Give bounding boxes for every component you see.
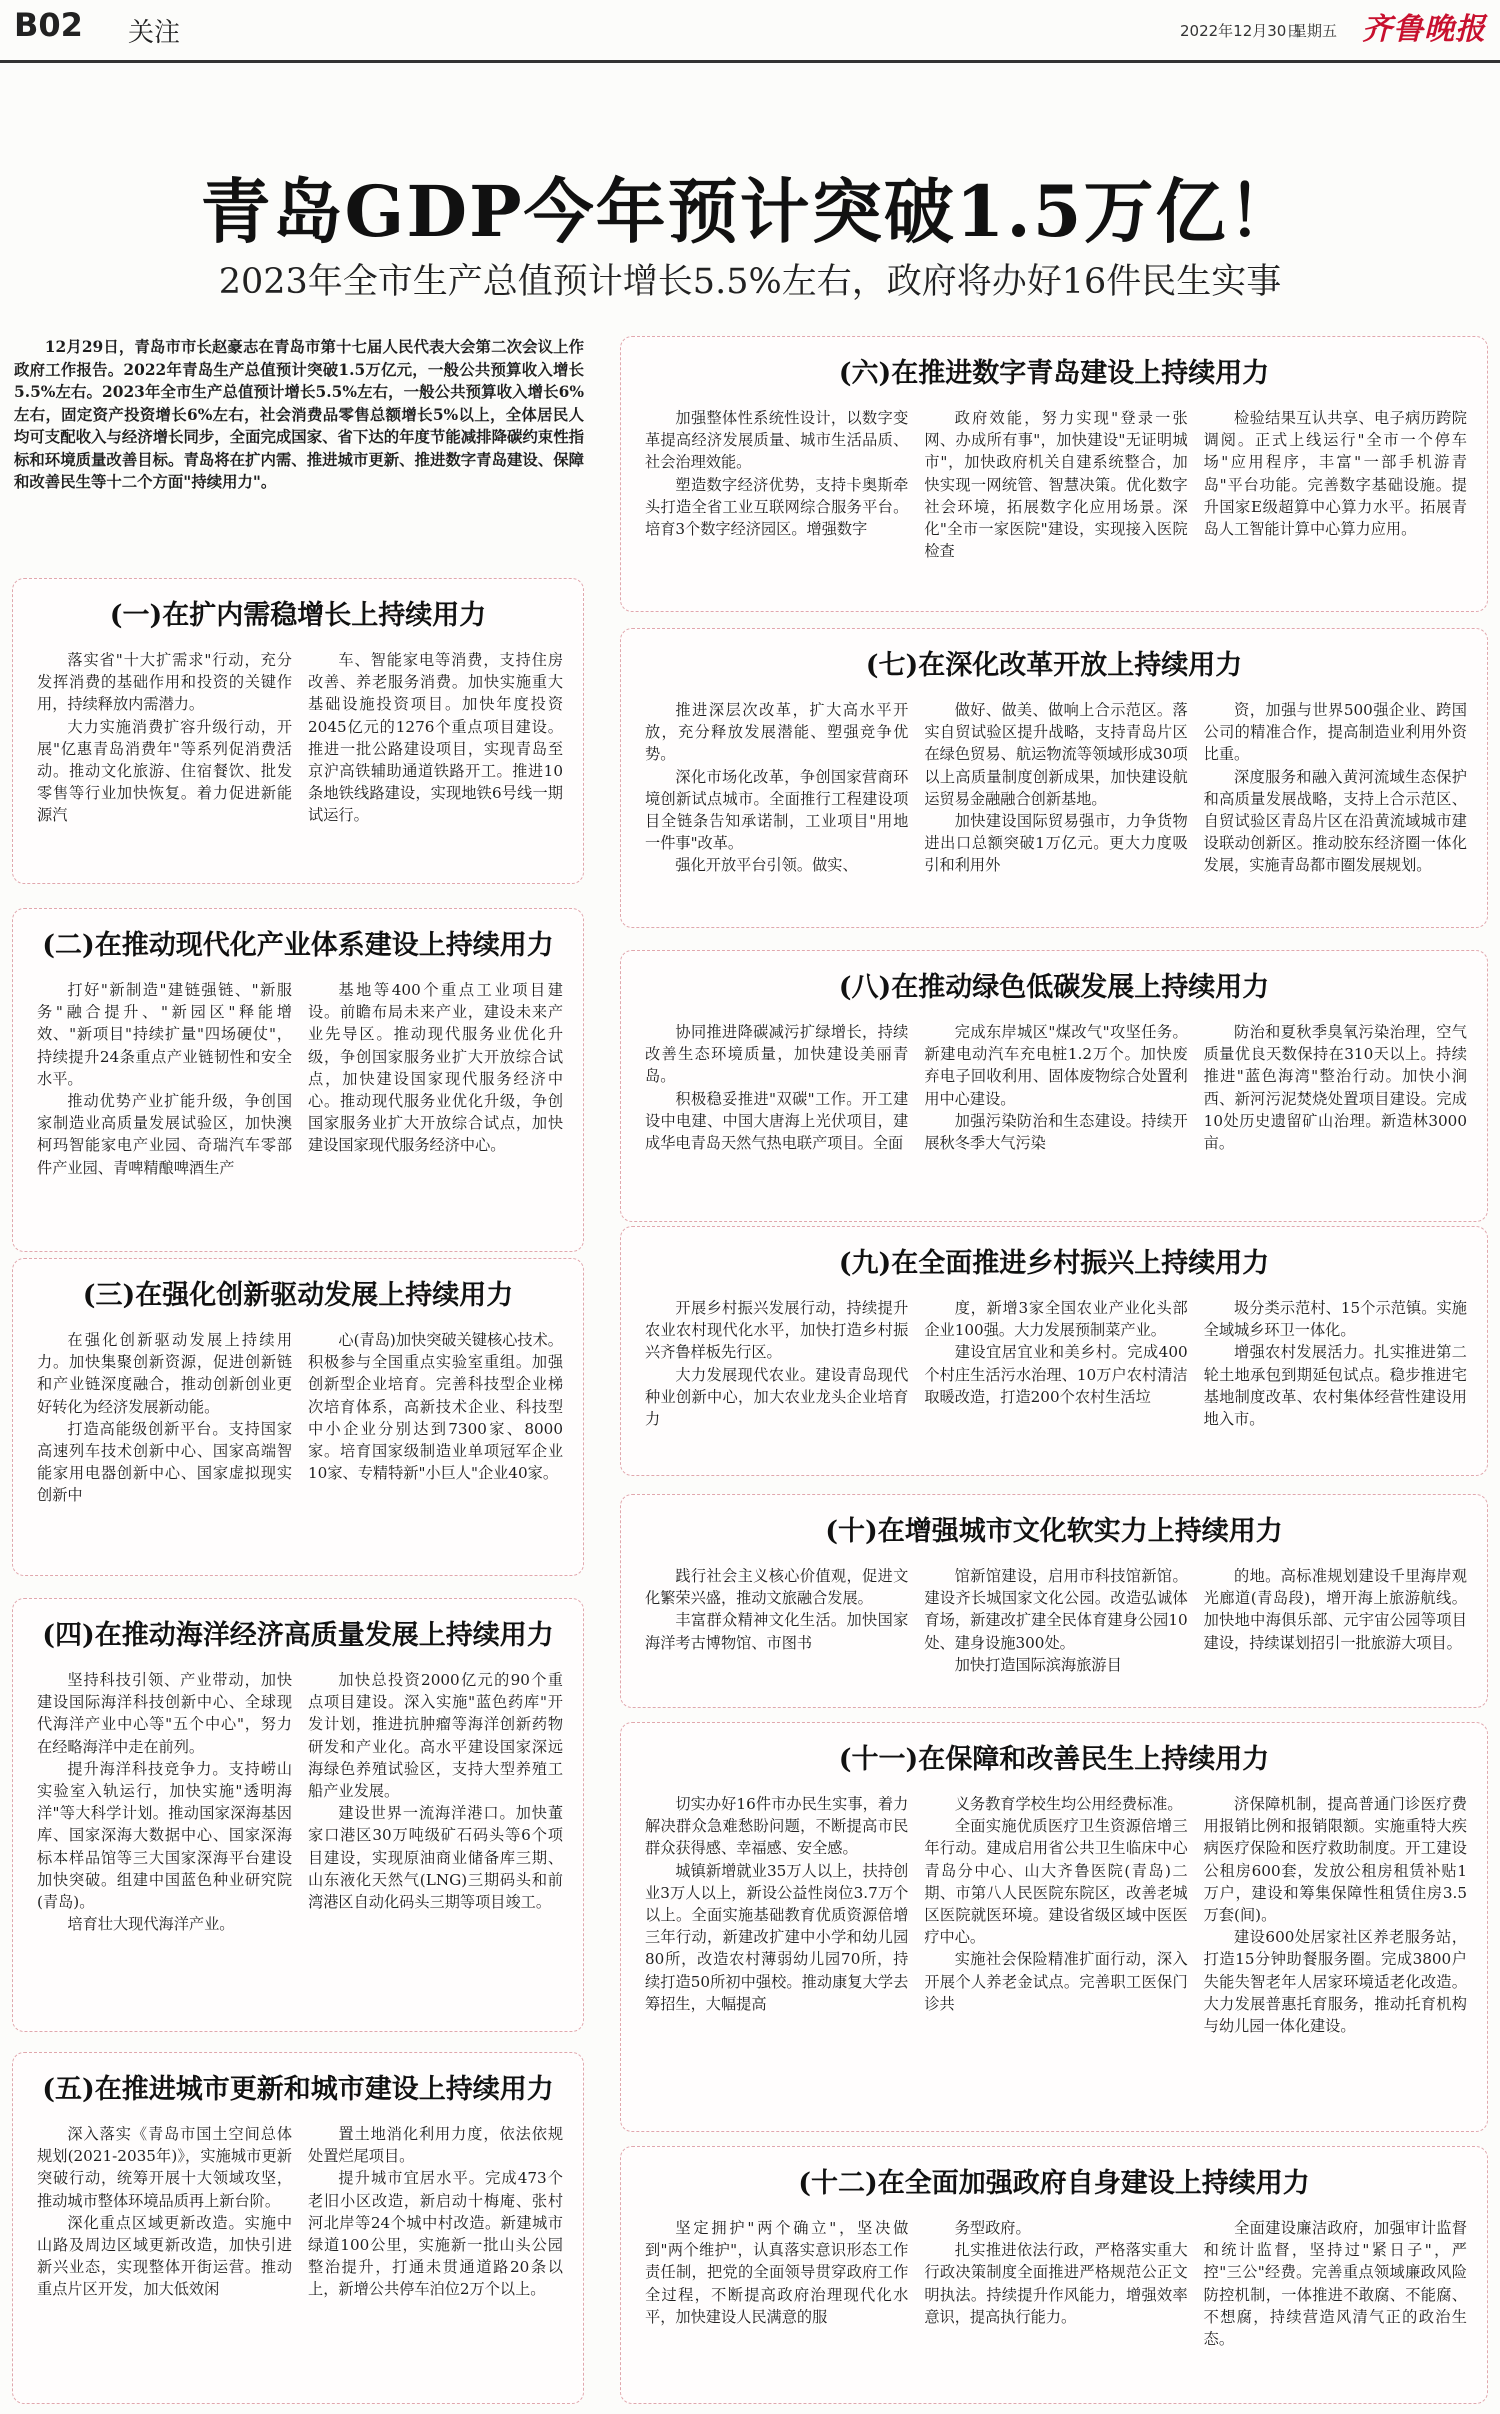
section-8-col-3	[1204, 1021, 1467, 1207]
section-11-col-1	[645, 1793, 908, 2117]
section-3-col-1	[37, 1329, 292, 1561]
section-7-col-2	[924, 699, 1187, 913]
section-11-text-3-para-1: 济保障机制，提高普通门诊医疗费用报销比例和报销限额。实施重特大疾病医疗保险和医疗救助制度。开工建设公租房600套，发放公租房租赁补贴1万户，建设和筹集保障性租赁住房3.5万套(间)。	[1203, 1795, 1467, 1925]
section-8-text-2-para-1: 完成东岸城区"煤改气"攻坚任务。新建电动汽车充电桩1.2万个。加快废弃电子回收利用、固体废物综合处置利用中心建设。	[924, 1023, 1188, 1108]
section-6-box	[620, 336, 1488, 612]
section-8-text-1-para-2: 积极稳妥推进"双碳"工作。开工建设中电建、中国大唐海上光伏项目，建成华电青岛天然气热电联产项目。全面	[645, 1089, 909, 1153]
section-12-text-2-para-2: 扎实推进依法行政，严格落实重大行政决策制度全面推进严格规范公正文明执法。持续提升作风能力，增强效率意识，提高执行能力。	[924, 2241, 1188, 2326]
page-number: B02	[14, 6, 83, 44]
section-4-col-2	[308, 1669, 563, 2017]
section-12-text-2-para-1: 务型政府。	[954, 2219, 1031, 2237]
section-4-title: (四)在推动海洋经济高质量发展上持续用力	[42, 1620, 554, 1651]
section-8-col-2	[924, 1021, 1187, 1207]
section-7-text-1-para-1: 推进深层次改革，扩大高水平开放，充分释放发展潜能、塑强竞争优势。	[645, 701, 909, 764]
section-6-text-1-para-1: 加强整体性系统性设计，以数字变革提高经济发展质量、城市生活品质、社会治理效能。	[645, 409, 909, 472]
section-4-text-1-para-2: 提升海洋科技竞争力。支持崂山实验室入轨运行，加快实施"透明海洋"等大科学计划。推动国家深海基因库、国家深海大数据中心、国家深海标本样品馆等三大国家深海平台建设加快突破。组建中国蓝色种业研究院(青岛)。	[37, 1759, 292, 1912]
section-10-text-1-para-2: 丰富群众精神文化生活。加快国家海洋考古博物馆、市图书	[645, 1611, 909, 1652]
section-4-col-1	[37, 1669, 292, 2017]
section-10-text-2-para-1: 馆新馆建设，启用市科技馆新馆。建设齐长城国家文化公园。改造弘诚体育场，新建改扩建全民体育建身公园10处、建身设施300处。	[924, 1567, 1188, 1652]
section-8-text-1-para-1: 协同推进降碳减污扩绿增长，持续改善生态环境质量，加快建设美丽青岛。	[645, 1023, 909, 1086]
section-5-text-2-para-2: 提升城市宜居水平。完成473个老旧小区改造，新启动十梅庵、张村河北岸等24个城中村改造。新建城市绿道100公里，实施新一批山头公园整治提升，打通未贯通道路20条以上，新增公共停车泊位2万个以上。	[308, 2169, 563, 2299]
section-2-col-2	[308, 979, 563, 1237]
section-9-title: (九)在全面推进乡村振兴上持续用力	[838, 1248, 1270, 1279]
section-11-text-2-para-3: 实施社会保险精准扩面行动，深入开展个人养老金试点。完善职工医保门诊共	[924, 1950, 1188, 2013]
section-9-text-3-para-2: 增强农村发展活力。扎实推进第二轮土地承包到期延包试点。稳步推进宅基地制度改革、农村集体经营性建设用地入市。	[1203, 1343, 1467, 1429]
section-11-title: (十一)在保障和改善民生上持续用力	[838, 1744, 1270, 1775]
section-6-text-3: 检验结果互认共享、电子病历跨院调阅。正式上线运行"全市一个停车场"应用程序，丰富"一部手机游青岛"平台功能。完善数字基础设施。提升国家E级超算中心算力水平。拓展青岛人工智能计算中心算力应用。	[1203, 409, 1467, 539]
section-10-text-2-para-2: 加快打造国际滨海旅游目	[954, 1655, 1122, 1674]
section-1-col-2	[308, 649, 563, 869]
section-2-box	[12, 908, 584, 1252]
section-7-text-2-para-1: 做好、做美、做响上合示范区。落实自贸试验区提升战略，支持青岛片区在绿色贸易、航运物流等领域形成30项以上高质量制度创新成果，加快建设航运贸易金融融合创新基地。	[924, 701, 1188, 808]
section-5-box	[12, 2052, 584, 2404]
section-1-title: (一)在扩内需稳增长上持续用力	[109, 600, 487, 631]
section-9-col-1	[645, 1297, 908, 1461]
section-12-col-1	[645, 2217, 908, 2389]
section-1-text-2: 车、智能家电等消费，支持住房改善、养老服务消费。加快实施重大基础设施投资项目。加快年度投资2045亿元的1276个重点项目建设。推进一批公路建设项目，实现青岛至京沪高铁辅助通道铁路开工。推进10条地铁线路建设，实现地铁6号线一期试运行。	[308, 651, 563, 825]
section-3-title: (三)在强化创新驱动发展上持续用力	[82, 1280, 514, 1311]
section-12-box	[620, 2146, 1488, 2404]
section-2-text-1-para-2: 推动优势产业扩能升级，争创国家制造业高质量发展试验区，加快澳柯玛智能家电产业园、奇瑞汽车零部件产业园、青啤精酿啤酒生产	[37, 1092, 292, 1177]
section-6-col-3	[1204, 407, 1467, 597]
section-9-text-2-para-1: 度，新增3家全国农业产业化头部企业100强。大力发展预制菜产业。	[924, 1299, 1188, 1340]
lead-text: 12月29日，青岛市市长赵豪志在青岛市第十七届人民代表大会第二次会议上作政府工作报告。2022年青岛生产总值预计突破1.5万亿元，一般公共预算收入增长5.5%左右。2023年全市生产总值预计增长5.5%左右，一般公共预算收入增长6%左右，固定资产投资增长6%左右，社会消费品零售总额增长5%以上，全体居民人均可支配收入与经济增长同步，全面完成国家、省下达的年度节能减排降碳约束性指标和环境质量改善目标。青岛将在扩内需、推进城市更新、推进数字青岛建设、保障和改善民生等十二个方面"持续用力"。	[14, 338, 584, 491]
section-1-text-1-para-1: 落实省"十大扩需求"行动，充分发挥消费的基础作用和投资的关键作用，持续释放内需潜力。	[37, 651, 292, 714]
section-9-col-2	[924, 1297, 1187, 1461]
section-9-text-1-para-2: 大力发展现代农业。建设青岛现代种业创新中心，加大农业龙头企业培育力	[645, 1365, 909, 1429]
section-9-text-3-para-1: 圾分类示范村、15个示范镇。实施全域城乡环卫一体化。	[1203, 1299, 1467, 1340]
section-5-text-1-para-1: 深入落实《青岛市国土空间总体规划(2021-2035年)》，实施城市更新突破行动，统筹开展十大领域攻坚，推动城市整体环境品质再上新台阶。	[37, 2125, 292, 2210]
section-8-text-3: 防治和夏秋季臭氧污染治理，空气质量优良天数保持在310天以上。持续推进"蓝色海湾"整治行动。加快小涧西、新河污泥焚烧处置项目建设。完成10处历史遗留矿山治理。新造林3000亩。	[1203, 1023, 1467, 1153]
section-7-text-3-para-2: 深度服务和融入黄河流域生态保护和高质量发展战略，支持上合示范区、自贸试验区青岛片区在沿黄流域城市建设联动创新区。推动胶东经济圈一体化发展，实施青岛都市圈发展规划。	[1203, 767, 1467, 875]
section-6-text-2: 政府效能，努力实现"登录一张网、办成所有事"，加快建设"无证明城市"，加快政府机关自建系统整合，加快实现一网统管、智慧决策。优化数字社会环境，拓展数字化应用场景。深化"全市一家医院"建设，实现接入医院检查	[924, 409, 1188, 561]
section-2-text-2: 基地等400个重点工业项目建设。前瞻布局未来产业，建设未来产业先导区。推动现代服务业优化升级，争创国家服务业扩大开放综合试点，加快建设国家现代服务经济中心。推动现代服务业优化升级，争创国家服务业扩大开放综合试点，加快建设国家现代服务经济中心。	[308, 981, 563, 1155]
section-11-col-2	[924, 1793, 1187, 2117]
section-7-text-2-para-2: 加快建设国际贸易强市，力争货物进出口总额突破1万亿元。更大力度吸引和利用外	[924, 812, 1188, 875]
lead-paragraph	[14, 336, 584, 494]
subheadline: 2023年全市生产总值预计增长5.5%左右，政府将办好16件民生实事	[218, 262, 1282, 302]
section-5-col-1	[37, 2123, 292, 2389]
section-6-text-1-para-2: 塑造数字经济优势，支持卡奥斯牵头打造全省工业互联网综合服务平台。培育3个数字经济园区。增强数字	[645, 475, 909, 539]
section-3-col-2	[308, 1329, 563, 1561]
section-12-col-2	[924, 2217, 1187, 2389]
section-10-text-1-para-1: 践行社会主义核心价值观，促进文化繁荣兴盛，推动文旅融合发展。	[645, 1567, 909, 1608]
section-3-box	[12, 1258, 584, 1576]
section-4-text-2-para-1: 加快总投资2000亿元的90个重点项目建设。深入实施"蓝色药库"开发计划，推进抗肿瘤等海洋创新药物研发和产业化。高水平建设国家深远海绿色养殖试验区，支持大型养殖工船产业发展。	[308, 1671, 563, 1801]
section-10-text-3: 的地。高标准规划建设千里海岸观光廊道(青岛段)，增开海上旅游航线。加快地中海俱乐部、元宇宙公园等项目建设，持续谋划招引一批旅游大项目。	[1203, 1567, 1467, 1652]
section-8-box	[620, 950, 1488, 1222]
section-8-text-2-para-2: 加强污染防治和生态建设。持续开展秋冬季大气污染	[924, 1111, 1188, 1153]
section-11-text-2-para-1: 义务教育学校生均公用经费标准。	[954, 1795, 1183, 1813]
section-6-col-1	[645, 407, 908, 597]
issue-date: 2022年12月30日	[1180, 22, 1302, 40]
section-name: 关注	[128, 18, 181, 48]
section-7-title: (七)在深化改革开放上持续用力	[865, 650, 1243, 681]
section-3-text-1-para-1: 在强化创新驱动发展上持续用力。加快集聚创新资源，促进创新链和产业链深度融合，推动创新创业更好转化为经济发展新动能。	[37, 1331, 292, 1416]
section-10-col-3	[1204, 1565, 1467, 1693]
section-4-text-1-para-3: 培育壮大现代海洋产业。	[67, 1915, 235, 1934]
section-12-text-1: 坚定拥护"两个确立"，坚决做到"两个维护"，认真落实意识形态工作责任制，把党的全面领导贯穿政府工作全过程，不断提高政府治理现代化水平，加快建设人民满意的服	[645, 2219, 909, 2326]
section-8-title: (八)在推动绿色低碳发展上持续用力	[838, 972, 1270, 1003]
section-11-text-1-para-2: 城镇新增就业35万人以上，扶持创业3万人以上，新设公益性岗位3.7万个以上。全面实施基础教育优质资源倍增三年行动，新建改扩建中小学和幼儿园80所，改造农村薄弱幼儿园70所，持续打造50所初中强校。推动康复大学去筹招生，大幅提高	[645, 1861, 909, 2013]
section-12-text-3: 全面建设廉洁政府，加强审计监督和统计监督，坚持过"紧日子"，严控"三公"经费。完善重点领域廉政风险防控机制，一体推进不敢腐、不能腐、不想腐，持续营造风清气正的政治生态。	[1203, 2219, 1467, 2349]
section-7-text-1-para-2: 深化市场化改革，争创国家营商环境创新试点城市。全面推行工程建设项目全链条告知承诺制，工业项目"用地一件事"改革。	[645, 767, 909, 853]
section-6-col-2	[924, 407, 1187, 597]
section-11-text-3-para-2: 建设600处居家社区养老服务站，打造15分钟助餐服务圈。完成3800户失能失智老年人居家环境适老化改造。大力发展普惠托育服务，推动托育机构与幼儿园一体化建设。	[1203, 1928, 1467, 2036]
section-7-col-1	[645, 699, 908, 913]
section-11-text-1-para-1: 切实办好16件市办民生实事，着力解决群众急难愁盼问题，不断提高市民群众获得感、幸福感、安全感。	[645, 1795, 909, 1858]
issue-weekday: 星期五	[1292, 22, 1338, 40]
section-10-box	[620, 1494, 1488, 1708]
section-3-text-1-para-2: 打造高能级创新平台。支持国家高速列车技术创新中心、国家高端智能家用电器创新中心、国家虚拟现实创新中	[37, 1419, 292, 1505]
section-4-text-1-para-1: 坚持科技引领、产业带动，加快建设国际海洋科技创新中心、全球现代海洋产业中心等"五个中心"，努力在经略海洋中走在前列。	[37, 1671, 292, 1756]
section-2-text-1-para-1: 打好"新制造"建链强链、"新服务"融合提升、"新园区"释能增效、"新项目"持续扩量"四场硬仗"，持续提升24条重点产业链韧性和安全水平。	[37, 981, 292, 1088]
section-5-text-2-para-1: 置土地消化利用力度，依法依规处置烂尾项目。	[308, 2125, 563, 2166]
section-7-text-3-para-1: 资，加强与世界500强企业、跨国公司的精准合作，提高制造业利用外资比重。	[1203, 701, 1467, 764]
section-6-title: (六)在推进数字青岛建设上持续用力	[838, 358, 1270, 389]
section-9-text-2-para-2: 建设宜居宜业和美乡村。完成400个村庄生活污水治理、10万户农村清洁取暖改造，打造200个农村生活垃	[924, 1343, 1188, 1406]
section-5-title: (五)在推进城市更新和城市建设上持续用力	[42, 2074, 554, 2105]
section-11-box	[620, 1722, 1488, 2132]
section-4-box	[12, 1598, 584, 2032]
section-1-text-1-para-2: 大力实施消费扩容升级行动，开展"亿惠青岛消费年"等系列促消费活动。推动文化旅游、住宿餐饮、批发零售等行业加快恢复。着力促进新能源汽	[37, 717, 292, 825]
section-12-title: (十二)在全面加强政府自身建设上持续用力	[798, 2168, 1310, 2199]
section-1-col-1	[37, 649, 292, 869]
section-11-text-2-para-2: 全面实施优质医疗卫生资源倍增三年行动。建成启用省公共卫生临床中心青岛分中心、山大齐鲁医院(青岛)二期、市第八人民医院东院区，改善老城区医院就医环境。建设省级区域中医医疗中心。	[924, 1817, 1188, 1947]
section-8-col-1	[645, 1021, 908, 1207]
section-5-text-1-para-2: 深化重点区域更新改造。实施中山路及周边区域更新改造，加快引进新兴业态，实现整体开街运营。推动重点片区开发，加大低效闲	[37, 2213, 292, 2299]
section-9-col-3	[1204, 1297, 1467, 1461]
section-10-title: (十)在增强城市文化软实力上持续用力	[825, 1516, 1283, 1547]
section-7-col-3	[1204, 699, 1467, 913]
newspaper-logo: 齐鲁晚报	[1362, 12, 1486, 47]
header-rule	[0, 60, 1500, 63]
section-12-col-3	[1204, 2217, 1467, 2389]
section-9-text-1-para-1: 开展乡村振兴发展行动，持续提升农业农村现代化水平，加快打造乡村振兴齐鲁样板先行区。	[645, 1299, 909, 1362]
section-2-col-1	[37, 979, 292, 1237]
section-3-text-2: 心(青岛)加快突破关键核心技术。积极参与全国重点实验室重组。加强创新型企业培育。完善科技型企业梯次培育体系，高新技术企业、科技型中小企业分别达到7300家、8000家。培育国家级制造业单项冠军企业10家、专精特新"小巨人"企业40家。	[308, 1331, 563, 1483]
section-10-col-2	[924, 1565, 1187, 1693]
section-4-text-2-para-2: 建设世界一流海洋港口。加快董家口港区30万吨级矿石码头等6个项目建设，实现原油商业储备库三期、山东液化天然气(LNG)三期码头和前湾港区自动化码头三期等项目竣工。	[308, 1804, 563, 1912]
headline: 青岛GDP今年预计突破1.5万亿！	[200, 170, 1300, 253]
section-1-box	[12, 578, 584, 884]
section-10-col-1	[645, 1565, 908, 1693]
section-7-box	[620, 628, 1488, 928]
section-11-col-3	[1204, 1793, 1467, 2117]
section-2-title: (二)在推动现代化产业体系建设上持续用力	[42, 930, 554, 961]
section-5-col-2	[308, 2123, 563, 2389]
section-7-text-1-para-3: 强化开放平台引领。做实、	[675, 856, 858, 875]
section-9-box	[620, 1226, 1488, 1476]
